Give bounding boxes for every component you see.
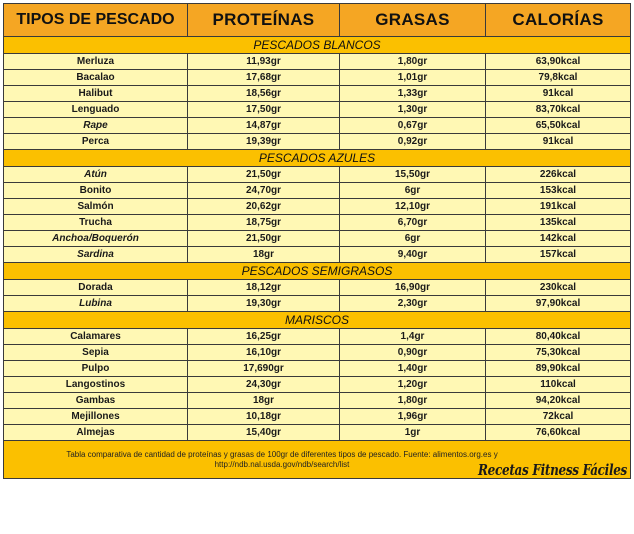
fish-name-cell: Rape xyxy=(4,118,188,134)
header-fat: GRASAS xyxy=(340,4,486,37)
fish-name-cell: Gambas xyxy=(4,393,188,409)
table-row xyxy=(4,361,631,377)
table-row xyxy=(4,183,631,199)
fish-name-cell: Halibut xyxy=(4,86,188,102)
fat-cell: 1,33gr xyxy=(340,86,486,102)
fish-name-cell: Merluza xyxy=(4,54,188,70)
table-row xyxy=(4,377,631,393)
table-row xyxy=(4,167,631,183)
table-row xyxy=(4,102,631,118)
fat-cell: 1,01gr xyxy=(340,70,486,86)
fish-name-cell: Mejillones xyxy=(4,409,188,425)
protein-cell: 17,690gr xyxy=(188,361,340,377)
fat-cell: 1,20gr xyxy=(340,377,486,393)
table-row xyxy=(4,425,631,441)
fat-cell: 1,40gr xyxy=(340,361,486,377)
footer-cell xyxy=(4,441,631,479)
protein-cell: 18gr xyxy=(188,393,340,409)
section-header-row xyxy=(4,37,631,54)
fat-cell: 15,50gr xyxy=(340,167,486,183)
protein-cell: 18,56gr xyxy=(188,86,340,102)
fish-name-cell: Anchoa/Boquerón xyxy=(4,231,188,247)
source-note-line1: Tabla comparativa de cantidad de proteínas y grasas de 100gr de diferentes tipos de pescado. Fuente: alimentos.org.es y xyxy=(66,449,498,459)
fat-cell: 0,67gr xyxy=(340,118,486,134)
fat-cell: 1,30gr xyxy=(340,102,486,118)
fish-name-cell: Lenguado xyxy=(4,102,188,118)
protein-cell: 21,50gr xyxy=(188,231,340,247)
protein-cell: 18,12gr xyxy=(188,280,340,296)
section-title: MARISCOS xyxy=(4,312,631,329)
protein-cell: 24,30gr xyxy=(188,377,340,393)
source-note-line2: http://ndb.nal.usda.gov/ndb/search/list xyxy=(214,459,350,469)
fish-name-cell: Bonito xyxy=(4,183,188,199)
fish-name-cell: Salmón xyxy=(4,199,188,215)
protein-cell: 16,25gr xyxy=(188,329,340,345)
fish-name-cell: Perca xyxy=(4,134,188,150)
section-title: PESCADOS AZULES xyxy=(4,150,631,167)
fish-name-cell: Pulpo xyxy=(4,361,188,377)
calories-cell: 153kcal xyxy=(486,183,631,199)
protein-cell: 19,30gr xyxy=(188,296,340,312)
fat-cell: 16,90gr xyxy=(340,280,486,296)
table-body xyxy=(4,37,631,441)
protein-cell: 17,50gr xyxy=(188,102,340,118)
table-row xyxy=(4,215,631,231)
calories-cell: 97,90kcal xyxy=(486,296,631,312)
calories-cell: 135kcal xyxy=(486,215,631,231)
table-row xyxy=(4,280,631,296)
header-fish-type: TIPOS DE PESCADO xyxy=(4,4,188,37)
calories-cell: 79,8kcal xyxy=(486,70,631,86)
protein-cell: 18gr xyxy=(188,247,340,263)
table-row xyxy=(4,393,631,409)
table-row xyxy=(4,329,631,345)
calories-cell: 72kcal xyxy=(486,409,631,425)
fat-cell: 6,70gr xyxy=(340,215,486,231)
fat-cell: 9,40gr xyxy=(340,247,486,263)
fish-name-cell: Langostinos xyxy=(4,377,188,393)
table-row xyxy=(4,70,631,86)
fish-name-cell: Lubina xyxy=(4,296,188,312)
table-row xyxy=(4,118,631,134)
calories-cell: 226kcal xyxy=(486,167,631,183)
calories-cell: 110kcal xyxy=(486,377,631,393)
fat-cell: 1,80gr xyxy=(340,393,486,409)
protein-cell: 18,75gr xyxy=(188,215,340,231)
brand-logo: Recetas Fitness Fáciles xyxy=(477,461,627,479)
fish-name-cell: Sardina xyxy=(4,247,188,263)
section-title: PESCADOS BLANCOS xyxy=(4,37,631,54)
fish-name-cell: Trucha xyxy=(4,215,188,231)
calories-cell: 91kcal xyxy=(486,134,631,150)
protein-cell: 24,70gr xyxy=(188,183,340,199)
calories-cell: 230kcal xyxy=(486,280,631,296)
fat-cell: 0,92gr xyxy=(340,134,486,150)
protein-cell: 19,39gr xyxy=(188,134,340,150)
table-row xyxy=(4,247,631,263)
fat-cell: 6gr xyxy=(340,231,486,247)
fish-name-cell: Sepia xyxy=(4,345,188,361)
calories-cell: 142kcal xyxy=(486,231,631,247)
table-row xyxy=(4,134,631,150)
protein-cell: 11,93gr xyxy=(188,54,340,70)
table-row xyxy=(4,409,631,425)
calories-cell: 83,70kcal xyxy=(486,102,631,118)
table-row xyxy=(4,231,631,247)
fat-cell: 1,4gr xyxy=(340,329,486,345)
calories-cell: 63,90kcal xyxy=(486,54,631,70)
fish-name-cell: Dorada xyxy=(4,280,188,296)
nutrition-table-container xyxy=(3,3,630,479)
protein-cell: 16,10gr xyxy=(188,345,340,361)
footer-row xyxy=(4,441,631,479)
section-header-row xyxy=(4,312,631,329)
calories-cell: 91kcal xyxy=(486,86,631,102)
fat-cell: 2,30gr xyxy=(340,296,486,312)
protein-cell: 14,87gr xyxy=(188,118,340,134)
fat-cell: 6gr xyxy=(340,183,486,199)
protein-cell: 21,50gr xyxy=(188,167,340,183)
fat-cell: 1,80gr xyxy=(340,54,486,70)
section-title: PESCADOS SEMIGRASOS xyxy=(4,263,631,280)
calories-cell: 191kcal xyxy=(486,199,631,215)
calories-cell: 76,60kcal xyxy=(486,425,631,441)
fish-name-cell: Calamares xyxy=(4,329,188,345)
section-header-row xyxy=(4,263,631,280)
fat-cell: 0,90gr xyxy=(340,345,486,361)
fish-name-cell: Atún xyxy=(4,167,188,183)
header-calories: CALORÍAS xyxy=(486,4,631,37)
protein-cell: 20,62gr xyxy=(188,199,340,215)
table-row xyxy=(4,86,631,102)
fat-cell: 12,10gr xyxy=(340,199,486,215)
table-row xyxy=(4,54,631,70)
protein-cell: 15,40gr xyxy=(188,425,340,441)
protein-cell: 17,68gr xyxy=(188,70,340,86)
calories-cell: 157kcal xyxy=(486,247,631,263)
fish-name-cell: Bacalao xyxy=(4,70,188,86)
calories-cell: 65,50kcal xyxy=(486,118,631,134)
header-protein: PROTEÍNAS xyxy=(188,4,340,37)
fat-cell: 1gr xyxy=(340,425,486,441)
calories-cell: 89,90kcal xyxy=(486,361,631,377)
section-header-row xyxy=(4,150,631,167)
protein-cell: 10,18gr xyxy=(188,409,340,425)
table-row xyxy=(4,199,631,215)
table-row xyxy=(4,296,631,312)
fish-nutrition-table xyxy=(3,3,631,479)
fish-name-cell: Almejas xyxy=(4,425,188,441)
header-row xyxy=(4,4,631,37)
calories-cell: 75,30kcal xyxy=(486,345,631,361)
calories-cell: 94,20kcal xyxy=(486,393,631,409)
fat-cell: 1,96gr xyxy=(340,409,486,425)
calories-cell: 80,40kcal xyxy=(486,329,631,345)
table-row xyxy=(4,345,631,361)
